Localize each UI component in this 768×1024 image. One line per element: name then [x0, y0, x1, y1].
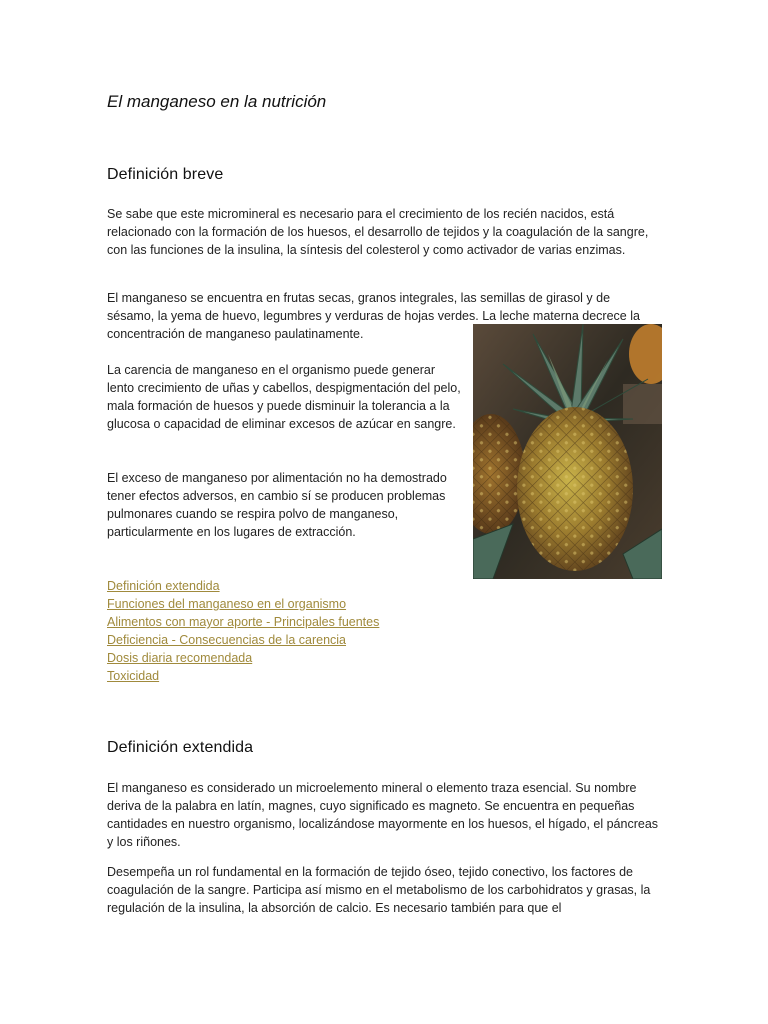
paragraph-brief-3: La carencia de manganeso en el organismo puede generar lento crecimiento de uñas y cabellos, despigmentación del pelo, mala formación de huesos y puede disminuir la tolerancia a la glucosa o capacidad de eliminar excesos de azúcar en sangre.	[107, 363, 461, 431]
link-deficiencia[interactable]: Deficiencia - Consecuencias de la carencia	[107, 633, 347, 647]
paragraph-brief-1: Se sabe que este micromineral es necesario para el crecimiento de los recién nacidos, está relacionado con la formación de los huesos, el desarrollo de tejidos y la coagulación de la sangre, con las funciones de la insulina, la síntesis del colesterol y como activador de varias enzimas.	[107, 207, 649, 257]
link-dosis[interactable]: Dosis diaria recomendada	[107, 651, 253, 665]
link-alimentos[interactable]: Alimentos con mayor aporte - Principales fuentes	[107, 615, 380, 629]
paragraph-brief-2: El manganeso se encuentra en frutas secas, granos integrales, las semillas de girasol y de sésamo, la yema de huevo, legumbres y verduras de hojas verdes. La leche materna decrece la concentración de manganeso paulatinamente.	[107, 291, 640, 341]
link-list-item	[107, 667, 379, 685]
section-heading-brief: Definición breve	[107, 166, 224, 183]
paragraph-brief-4: El exceso de manganeso por alimentación no ha demostrado tener efectos adversos, en cambio sí se producen problemas pulmonares cuando se respira polvo de manganeso, particularmente en los lugares de extracción.	[107, 471, 447, 539]
link-list-item	[107, 613, 379, 631]
section-links-list	[107, 577, 379, 685]
link-list-item	[107, 649, 379, 667]
link-list-item	[107, 577, 379, 595]
paragraph-extended-1: El manganeso es considerado un microelemento mineral o elemento traza esencial. Su nombre deriva de la palabra en latín, magnes, cuyo significado es magneto. Se encuentra en pequeñas cantidades en nuestro organismo, localizándose mayormente en los huesos, el hígado, el páncreas y los riñones.	[107, 781, 659, 849]
section-heading-extended: Definición extendida	[107, 739, 254, 756]
link-list-item	[107, 595, 379, 613]
link-funciones[interactable]: Funciones del manganeso en el organismo	[107, 597, 347, 611]
document-title: El manganeso en la nutrición	[107, 92, 327, 111]
pineapple-photo	[473, 324, 662, 579]
link-toxicidad[interactable]: Toxicidad	[107, 669, 160, 683]
paragraph-extended-2: Desempeña un rol fundamental en la formación de tejido óseo, tejido conectivo, los factores de coagulación de la sangre. Participa así mismo en el metabolismo de los carbohidratos y grasas, la regulación de la insulina, la absorción de calcio. Es necesario también para que el	[107, 865, 651, 915]
link-list-item	[107, 631, 379, 649]
link-definicion-extendida[interactable]: Definición extendida	[107, 579, 220, 593]
